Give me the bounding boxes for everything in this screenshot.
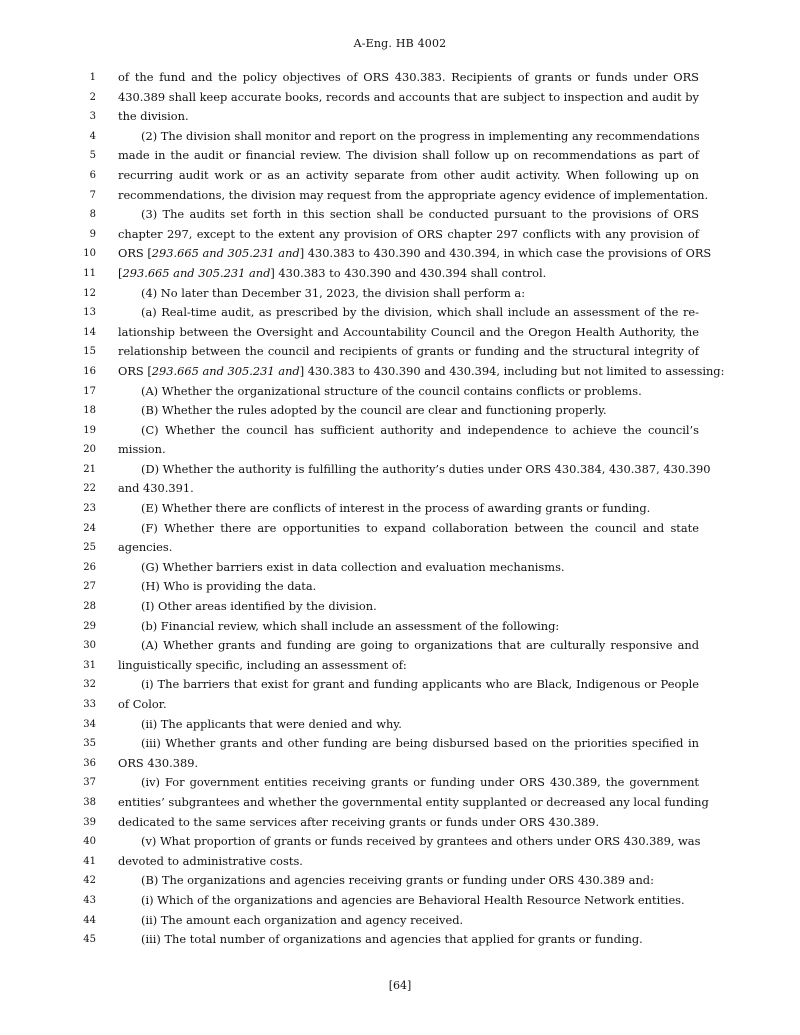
line-number: 22 <box>83 483 96 495</box>
line-text <box>118 146 699 166</box>
text-segment: chapter 297, except to the extent any provision of ORS chapter 297 conflicts with any provision of <box>118 226 699 241</box>
text-segment: ORS 430.389. <box>118 755 199 770</box>
document-line <box>0 538 800 558</box>
italic-text-segment: 293.665 and 305.231 and <box>122 265 271 280</box>
line-number: 35 <box>83 738 96 750</box>
line-number: 13 <box>83 307 96 319</box>
line-number: 26 <box>83 561 96 573</box>
line-number: 27 <box>83 581 96 593</box>
line-number: 1 <box>89 72 96 83</box>
line-number: 43 <box>83 894 96 906</box>
document-line <box>0 479 800 499</box>
document-line <box>0 871 800 891</box>
text-segment: recurring audit work or as an activity separate from other audit activity. When following up on <box>118 167 699 182</box>
document-line <box>0 225 800 245</box>
line-text <box>118 852 699 872</box>
text-segment: 430.389 shall keep accurate books, records and accounts that are subject to inspection and audit by <box>118 89 699 104</box>
document-line <box>0 636 800 656</box>
line-number: 40 <box>83 836 96 848</box>
document-line <box>0 68 800 88</box>
line-text <box>118 244 712 264</box>
document-line <box>0 852 800 872</box>
document-line <box>0 754 800 774</box>
line-number: 14 <box>83 326 96 338</box>
text-segment: (F) Whether there are opportunities to expand collaboration between the council and state <box>141 520 699 535</box>
line-text <box>141 519 699 539</box>
text-segment: (4) No later than December 31, 2023, the division shall perform a: <box>141 285 526 300</box>
line-text <box>141 636 699 656</box>
line-number: 24 <box>83 522 96 534</box>
line-number: 5 <box>89 150 96 162</box>
text-segment: ] 430.383 to 430.390 and 430.394, in which case the provisions of ORS <box>299 246 712 261</box>
line-number: 31 <box>83 659 96 671</box>
line-number: 34 <box>83 718 96 730</box>
line-number: 17 <box>83 385 96 397</box>
text-segment: (B) The organizations and agencies receiving grants or funding under ORS 430.389 and: <box>141 873 654 888</box>
line-number: 37 <box>83 777 96 789</box>
document-body <box>0 68 800 950</box>
line-text <box>118 695 699 715</box>
line-text <box>141 773 699 793</box>
line-text <box>141 499 699 519</box>
line-number: 4 <box>89 130 96 142</box>
text-segment: (ii) The amount each organization and agency received. <box>141 912 464 927</box>
text-segment: (B) Whether the rules adopted by the council are clear and functioning properly. <box>141 403 607 418</box>
line-text <box>141 577 699 597</box>
italic-text-segment: 293.665 and 305.231 and <box>151 246 300 261</box>
line-text <box>118 793 709 813</box>
line-number: 18 <box>83 405 96 417</box>
document-line <box>0 734 800 754</box>
line-text <box>118 479 699 499</box>
line-text <box>141 617 699 637</box>
line-number: 44 <box>83 914 96 926</box>
line-text <box>118 362 725 382</box>
document-line <box>0 264 800 284</box>
line-text <box>141 832 699 852</box>
text-segment: (a) Real-time audit, as prescribed by the division, which shall include an assessment of the re- <box>141 305 699 320</box>
text-segment: devoted to administrative costs. <box>118 853 303 868</box>
document-line <box>0 499 800 519</box>
line-number: 29 <box>83 620 96 632</box>
line-text <box>141 303 699 323</box>
document-line <box>0 88 800 108</box>
document-line <box>0 146 800 166</box>
document-line <box>0 773 800 793</box>
document-line <box>0 558 800 578</box>
document-line <box>0 656 800 676</box>
text-segment: (C) Whether the council has sufficient authority and independence to achieve the council’s <box>141 422 699 437</box>
line-text <box>141 558 699 578</box>
line-number: 32 <box>83 679 96 691</box>
line-text <box>141 205 699 225</box>
line-text <box>141 127 699 147</box>
document-line <box>0 440 800 460</box>
line-number: 6 <box>89 169 96 181</box>
document-line <box>0 107 800 127</box>
italic-text-segment: 293.665 and 305.231 and <box>151 363 300 378</box>
line-number: 19 <box>83 424 96 436</box>
text-segment: and 430.391. <box>118 481 194 496</box>
text-segment: of Color. <box>118 697 167 711</box>
line-text <box>141 891 699 911</box>
document-line <box>0 342 800 362</box>
line-text <box>141 382 699 402</box>
document-line <box>0 186 800 206</box>
document-line <box>0 813 800 833</box>
text-segment: (iv) For government entities receiving grants or funding under ORS 430.389, the government <box>141 775 699 790</box>
line-number: 10 <box>83 248 96 260</box>
line-number: 16 <box>83 365 96 377</box>
text-segment: (I) Other areas identified by the division. <box>141 599 377 614</box>
document-line <box>0 911 800 931</box>
page-number: [64] <box>388 979 412 992</box>
line-text <box>118 225 699 245</box>
text-segment: (A) Whether the organizational structure of the council contains conflicts or problems. <box>141 383 642 398</box>
line-text <box>118 88 699 108</box>
text-segment: lationship between the Oversight and Accountability Council and the Oregon Health Authority, the <box>118 324 699 339</box>
line-number: 20 <box>83 444 96 456</box>
text-segment: recommendations, the division may request from the appropriate agency evidence of implementation. <box>118 187 709 202</box>
document-line <box>0 577 800 597</box>
text-segment: (i) Which of the organizations and agencies are Behavioral Health Resource Network entities. <box>141 892 685 907</box>
line-text <box>141 871 699 891</box>
line-text <box>141 715 699 735</box>
document-line <box>0 323 800 343</box>
line-text <box>141 734 699 754</box>
line-number: 25 <box>83 542 96 554</box>
text-segment: (E) Whether there are conflicts of interest in the process of awarding grants or funding. <box>141 501 651 516</box>
line-text <box>118 656 699 676</box>
line-text <box>118 323 699 343</box>
line-number: 36 <box>83 757 96 769</box>
line-number: 23 <box>83 503 96 515</box>
document-line <box>0 793 800 813</box>
line-text <box>118 440 699 460</box>
line-number: 42 <box>83 875 96 887</box>
document-line <box>0 930 800 950</box>
text-segment: mission. <box>118 442 166 457</box>
text-segment: (b) Financial review, which shall include an assessment of the following: <box>141 618 560 633</box>
text-segment: relationship between the council and recipients of grants or funding and the structural integrity of <box>118 344 699 359</box>
document-line <box>0 597 800 617</box>
line-number: 8 <box>89 209 96 221</box>
text-segment: (ii) The applicants that were denied and why. <box>141 716 402 731</box>
text-segment: ] 430.383 to 430.390 and 430.394, including but not limited to assessing: <box>299 363 725 378</box>
line-text <box>141 930 699 950</box>
line-number: 3 <box>89 111 96 123</box>
line-text <box>118 342 699 362</box>
text-segment: agencies. <box>118 540 173 555</box>
line-text <box>118 186 709 206</box>
text-segment: (v) What proportion of grants or funds received by grantees and others under ORS 430.389, was <box>141 834 701 849</box>
line-text <box>118 538 699 558</box>
text-segment: (iii) Whether grants and other funding are being disbursed based on the priorities specified in <box>141 736 699 751</box>
line-text <box>141 421 699 441</box>
text-segment: ] 430.383 to 430.390 and 430.394 shall control. <box>270 265 547 280</box>
document-line <box>0 519 800 539</box>
line-number: 12 <box>83 287 96 299</box>
document-line <box>0 205 800 225</box>
line-text <box>141 911 699 931</box>
text-segment: (A) Whether grants and funding are going to organizations that are culturally responsive and <box>141 638 699 653</box>
text-segment: (H) Who is providing the data. <box>141 579 317 594</box>
line-number: 30 <box>83 640 96 652</box>
line-text <box>141 460 711 480</box>
text-segment: (2) The division shall monitor and report on the progress in implementing any recommendations <box>141 128 700 143</box>
document-line <box>0 382 800 402</box>
document-line <box>0 166 800 186</box>
document-line <box>0 891 800 911</box>
line-text <box>141 401 699 421</box>
text-segment: [ <box>118 265 123 280</box>
text-segment: ORS [ <box>118 363 152 378</box>
document-line <box>0 362 800 382</box>
text-segment: (3) The audits set forth in this section shall be conducted pursuant to the provisions of ORS <box>141 207 699 222</box>
text-segment: (i) The barriers that exist for grant and funding applicants who are Black, Indigenous or People <box>141 677 699 692</box>
text-segment: (D) Whether the authority is fulfilling the authority’s duties under ORS 430.384, 430.387, 430.390 <box>141 461 711 476</box>
page-header: A-Eng. HB 4002 <box>353 37 447 50</box>
text-segment: the division. <box>118 109 189 124</box>
text-segment: made in the audit or financial review. The division shall follow up on recommendations as part of <box>118 148 699 163</box>
document-line <box>0 284 800 304</box>
line-number: 2 <box>89 91 96 103</box>
line-number: 28 <box>83 601 96 613</box>
document-line <box>0 715 800 735</box>
text-segment: of the fund and the policy objectives of ORS 430.383. Recipients of grants or funds under ORS <box>118 70 699 84</box>
line-number: 21 <box>83 463 96 475</box>
line-text <box>141 597 699 617</box>
line-number: 38 <box>83 796 96 808</box>
document-line <box>0 421 800 441</box>
document-line <box>0 244 800 264</box>
line-number: 45 <box>83 934 96 946</box>
line-number: 7 <box>89 189 96 201</box>
document-line <box>0 832 800 852</box>
line-number: 33 <box>83 699 96 710</box>
line-number: 39 <box>83 816 96 828</box>
text-segment: (G) Whether barriers exist in data collection and evaluation mechanisms. <box>141 559 565 574</box>
line-number: 41 <box>83 855 96 867</box>
line-number: 9 <box>89 228 96 240</box>
text-segment: ORS [ <box>118 246 152 261</box>
line-text <box>141 284 699 304</box>
line-text <box>118 813 699 833</box>
document-line <box>0 401 800 421</box>
line-text <box>141 675 699 695</box>
line-text <box>118 754 699 774</box>
text-segment: entities’ subgrantees and whether the governmental entity supplanted or decreased any local funding <box>118 794 709 809</box>
line-number: 11 <box>83 267 96 279</box>
document-line <box>0 617 800 637</box>
line-text <box>118 166 699 186</box>
text-segment: linguistically specific, including an assessment of: <box>118 657 407 672</box>
line-number: 15 <box>83 346 96 358</box>
line-text <box>118 68 699 88</box>
document-line <box>0 303 800 323</box>
document-line <box>0 695 800 715</box>
line-text <box>118 107 699 127</box>
text-segment: (iii) The total number of organizations and agencies that applied for grants or funding. <box>141 932 643 947</box>
document-line <box>0 460 800 480</box>
line-text <box>118 264 699 284</box>
document-line <box>0 127 800 147</box>
text-segment: dedicated to the same services after receiving grants or funds under ORS 430.389. <box>118 814 600 829</box>
document-line <box>0 675 800 695</box>
